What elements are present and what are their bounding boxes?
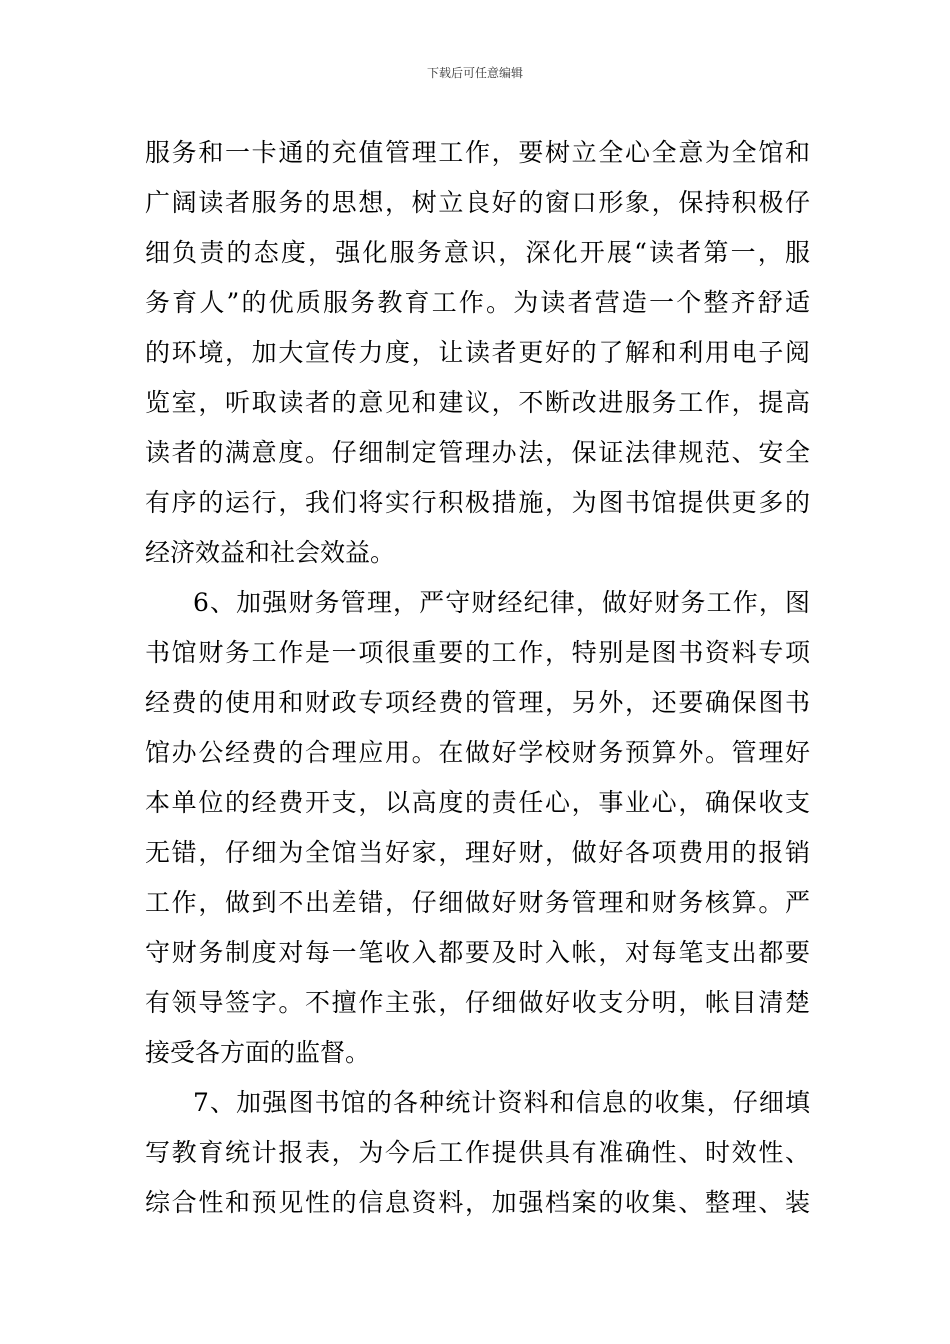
- text-line: 经费的使用和财政专项经费的管理，另外，还要确保图书: [145, 688, 810, 717]
- text-line: 经济效益和社会效益。: [145, 538, 396, 567]
- text-line: 7、加强图书馆的各种统计资料和信息的收集，仔细填: [193, 1088, 810, 1117]
- text-line: 写教育统计报表，为今后工作提供具有准确性、时效性、: [145, 1138, 810, 1167]
- text-line: 6、加强财务管理，严守财经纪律，做好财务工作，图: [193, 588, 810, 617]
- text-line: 综合性和预见性的信息资料，加强档案的收集、整理、装: [145, 1188, 810, 1217]
- text-line: 馆办公经费的合理应用。在做好学校财务预算外。管理好: [145, 738, 810, 767]
- paragraph-1: [145, 128, 810, 578]
- text-line: 本单位的经费开支，以高度的责任心，事业心，确保收支: [145, 788, 810, 817]
- text-line: 服务和一卡通的充值管理工作，要树立全心全意为全馆和: [145, 138, 810, 167]
- text-line: 有领导签字。不擅作主张，仔细做好收支分明，帐目清楚: [145, 988, 810, 1017]
- text-line: 守财务制度对每一笔收入都要及时入帐，对每笔支出都要: [145, 938, 810, 967]
- text-line: 读者的满意度。仔细制定管理办法，保证法律规范、安全: [145, 438, 810, 467]
- text-line: 细负责的态度，强化服务意识，深化开展“读者第一，服: [145, 238, 810, 267]
- paragraph-2: [145, 578, 810, 1078]
- paragraph-3: [145, 1078, 810, 1228]
- text-line: 的环境，加大宣传力度，让读者更好的了解和利用电子阅: [145, 338, 810, 367]
- text-line: 无错，仔细为全馆当好家，理好财，做好各项费用的报销: [145, 838, 810, 867]
- text-line: 有序的运行，我们将实行积极措施，为图书馆提供更多的: [145, 488, 810, 517]
- text-line: 接受各方面的监督。: [145, 1038, 371, 1067]
- body-text: [145, 128, 810, 1228]
- text-line: 工作，做到不出差错，仔细做好财务管理和财务核算。严: [145, 888, 810, 917]
- page-header: 下载后可任意编辑: [426, 66, 523, 80]
- text-line: 书馆财务工作是一项很重要的工作，特别是图书资料专项: [145, 638, 810, 667]
- text-line: 务育人”的优质服务教育工作。为读者营造一个整齐舒适: [145, 288, 810, 317]
- text-line: 广阔读者服务的思想，树立良好的窗口形象，保持积极仔: [145, 188, 810, 217]
- text-line: 览室，听取读者的意见和建议，不断改进服务工作，提高: [145, 388, 810, 417]
